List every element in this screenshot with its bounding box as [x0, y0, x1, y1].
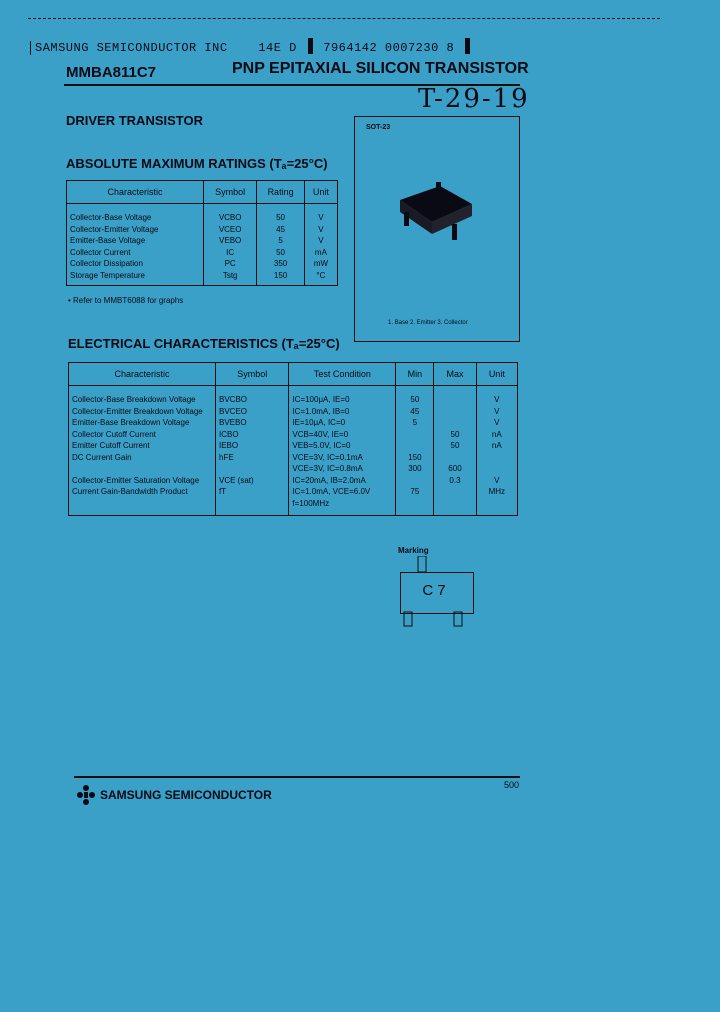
cell-characteristic: Collector Current [70, 247, 131, 257]
cell-max [434, 486, 476, 498]
col-max: Max [434, 363, 476, 386]
cell-unit: V [476, 475, 517, 487]
cell-characteristic: Emitter-Base Voltage [70, 236, 146, 245]
cell-unit [476, 452, 517, 464]
col-test-condition: Test Condition [289, 363, 396, 386]
cell-unit: V [304, 224, 337, 236]
header-company: SAMSUNG SEMICONDUCTOR INC [30, 41, 228, 55]
cell-max [434, 498, 476, 516]
cell-symbol: Tstg [204, 270, 257, 286]
col-unit: Unit [304, 181, 337, 204]
col-symbol: Symbol [204, 181, 257, 204]
cell-min [396, 429, 434, 441]
table-row [69, 463, 518, 475]
cell-symbol [216, 463, 289, 475]
graph-note: • Refer to MMBT6088 for graphs [68, 296, 184, 305]
footer-brand: SAMSUNG SEMICONDUCTOR [100, 788, 272, 802]
cell-characteristic: Collector Dissipation [70, 259, 143, 268]
footer-rule [74, 776, 520, 778]
abs-max-heading: ABSOLUTE MAXIMUM RATINGS (Tₐ=25°C) [66, 156, 328, 171]
cell-unit: mA [304, 247, 337, 259]
cell-characteristic: Storage Temperature [70, 270, 146, 280]
header-bar [308, 38, 313, 54]
cell-max: 50 [434, 440, 476, 452]
cell-unit: MHz [476, 486, 517, 498]
cell-unit: °C [304, 270, 337, 286]
cell-symbol: PC [204, 258, 257, 270]
cell-min [396, 440, 434, 452]
table-row [69, 452, 518, 464]
cell-min: 50 [396, 386, 434, 406]
cell-unit: V [476, 417, 517, 429]
page-title: PNP EPITAXIAL SILICON TRANSISTOR [232, 60, 529, 77]
cell-symbol [216, 498, 289, 516]
cell-max: 50 [434, 429, 476, 441]
package-caption: 1. Base 2. Emitter 3. Collector [388, 320, 468, 326]
cell-rating: 50 [257, 204, 305, 224]
table-row [69, 406, 518, 418]
cell-unit: V [304, 235, 337, 247]
part-number: MMBA811C7 [66, 64, 157, 81]
subtitle: DRIVER TRANSISTOR [66, 113, 203, 128]
elec-heading: ELECTRICAL CHARACTERISTICS (Tₐ=25°C) [68, 336, 340, 351]
cell-condition: IC=1.0mA, IB=0 [289, 406, 396, 418]
cell-characteristic: Collector-Emitter Breakdown Voltage [72, 406, 203, 416]
cell-min: 75 [396, 486, 434, 498]
cell-condition: IC=1.0mA, VCE=6.0V [289, 486, 396, 498]
cell-max: 0.3 [434, 475, 476, 487]
handwritten-code: T-29-19 [418, 84, 530, 114]
cell-condition: f=100MHz [289, 498, 396, 516]
page-number: 500 [504, 780, 520, 790]
table-row [69, 417, 518, 429]
cell-symbol: IEBO [216, 440, 289, 452]
cell-symbol: VCEO [204, 224, 257, 236]
col-symbol: Symbol [216, 363, 289, 386]
cell-characteristic: Collector-Emitter Voltage [70, 224, 159, 234]
cell-symbol: VCBO [204, 204, 257, 224]
cell-characteristic: Collector-Base Voltage [70, 213, 152, 222]
cell-rating: 5 [257, 235, 305, 247]
cell-characteristic: Collector-Emitter Saturation Voltage [72, 475, 200, 485]
cell-min: 150 [396, 452, 434, 464]
cell-characteristic: Collector-Base Breakdown Voltage [72, 395, 196, 404]
cell-max [434, 452, 476, 464]
cell-max: 600 [434, 463, 476, 475]
cell-rating: 150 [257, 270, 305, 286]
cell-unit: V [304, 204, 337, 224]
table-row [67, 224, 338, 236]
cell-symbol: VCE (sat) [216, 475, 289, 487]
cell-unit: V [476, 386, 517, 406]
marking-code: C7 [422, 582, 450, 599]
cell-min [396, 498, 434, 516]
cell-unit: V [476, 406, 517, 418]
cell-characteristic [69, 498, 216, 516]
elec-table [68, 362, 518, 516]
cell-condition: IC=20mA, IB=2.0mA [289, 475, 396, 487]
cell-symbol: hFE [216, 452, 289, 464]
cell-symbol: VEBO [204, 235, 257, 247]
cell-symbol: ICBO [216, 429, 289, 441]
table-row [69, 386, 518, 406]
header-code1: 14E D [258, 41, 297, 55]
cell-rating: 45 [257, 224, 305, 236]
table-row [67, 235, 338, 247]
table-row [69, 498, 518, 516]
table-row [67, 258, 338, 270]
cell-characteristic: Emitter Cutoff Current [72, 441, 150, 450]
abs-max-table [66, 180, 338, 286]
cell-symbol: fT [216, 486, 289, 498]
cell-symbol: BVCBO [216, 386, 289, 406]
marking-label: Marking [398, 546, 429, 555]
col-characteristic: Characteristic [67, 181, 204, 204]
cell-condition: VEB=5.0V, IC=0 [289, 440, 396, 452]
cell-condition: IC=100μA, IE=0 [289, 386, 396, 406]
cell-min [396, 475, 434, 487]
top-rule [28, 18, 660, 19]
cell-max [434, 417, 476, 429]
cell-min: 45 [396, 406, 434, 418]
header-code2: 7964142 0007230 8 [323, 41, 455, 55]
cell-unit: nA [476, 440, 517, 452]
cell-unit: nA [476, 429, 517, 441]
cell-characteristic: Current Gain-Bandwidth Product [72, 487, 188, 496]
cell-max [434, 406, 476, 418]
cell-characteristic: Emitter-Base Breakdown Voltage [72, 418, 190, 427]
cell-max [434, 386, 476, 406]
cell-min: 300 [396, 463, 434, 475]
col-unit: Unit [476, 363, 517, 386]
cell-characteristic: Collector Cutoff Current [72, 429, 156, 439]
samsung-logo-icon [76, 784, 96, 806]
table-row [69, 429, 518, 441]
cell-condition: IE=10μA, IC=0 [289, 417, 396, 429]
cell-characteristic [69, 463, 216, 475]
cell-unit: mW [304, 258, 337, 270]
cell-unit [476, 463, 517, 475]
cell-rating: 50 [257, 247, 305, 259]
table-row [69, 475, 518, 487]
sot23-package-icon [392, 182, 482, 252]
table-row [69, 440, 518, 452]
table-row [67, 270, 338, 286]
cell-min: 5 [396, 417, 434, 429]
cell-condition: VCE=3V, IC=0.8mA [289, 463, 396, 475]
package-label: SOT-23 [366, 124, 391, 131]
col-min: Min [396, 363, 434, 386]
table-row [69, 486, 518, 498]
cell-symbol: BVCEO [216, 406, 289, 418]
cell-condition: VCE=3V, IC=0.1mA [289, 452, 396, 464]
cell-unit [476, 498, 517, 516]
cell-symbol: IC [204, 247, 257, 259]
table-row [67, 247, 338, 259]
cell-rating: 350 [257, 258, 305, 270]
cell-condition: VCB=40V, IE=0 [289, 429, 396, 441]
col-rating: Rating [257, 181, 305, 204]
table-row [67, 204, 338, 224]
col-characteristic: Characteristic [69, 363, 216, 386]
header-bar [465, 38, 470, 54]
header-line [30, 38, 473, 55]
cell-characteristic: DC Current Gain [72, 452, 132, 462]
cell-symbol: BVEBO [216, 417, 289, 429]
